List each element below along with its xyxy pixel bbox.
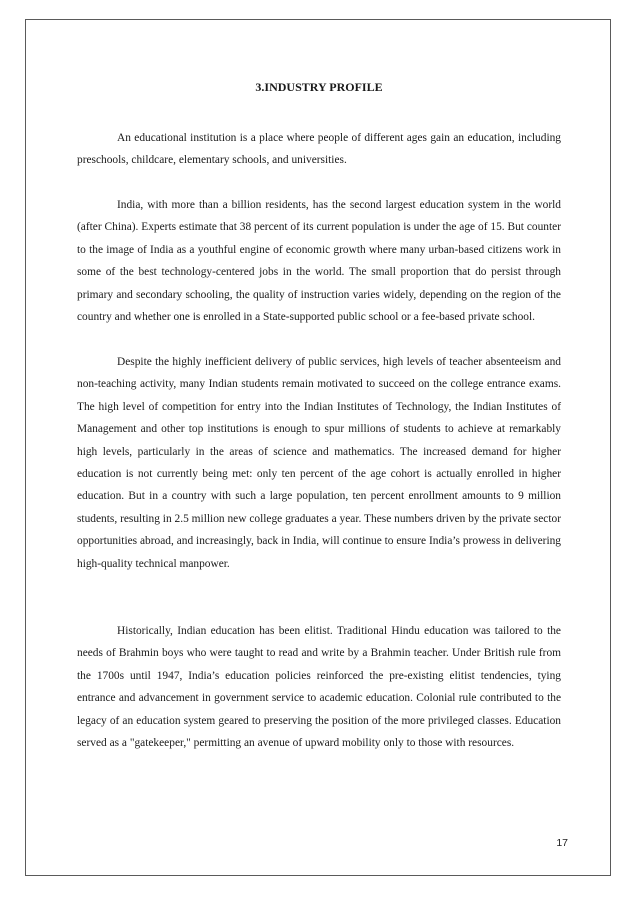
paragraph-3: Despite the highly inefficient delivery of public services, high levels of teacher absenteeism and non-teaching activity, many Indian students remain motivated to succeed on the college entrance exams. The high level of competition for entry into the Indian Institutes of Technology, the Indian Institutes of Management and other top institutions is enough to spur millions of students to achieve at remarkably high levels, particularly in the areas of science and mathematics. The increased demand for higher education is not currently being met: only ten percent of the age cohort is actually enrolled in higher education. But in a country with such a large population, ten percent enrollment amounts to 9 million students, resulting in 2.5 million new college graduates a year. These numbers driven by the private sector opportunities abroad, and increasingly, back in India, will continue to ensure India’s prowess in delivering high-quality technical manpower. (77, 356, 561, 570)
page-number: 17 (556, 837, 568, 849)
paragraph-2: India, with more than a billion residents, has the second largest education system in the world (after China). Experts estimate that 38 percent of its current population is under the age of 15. But counter to the image of India as a youthful engine of economic growth where many urban-based citizens work in some of the best technology-centered jobs in the world. The small proportion that do persist through primary and secondary schooling, the quality of instruction varies widely, depending on the region of the country and whether one is enrolled in a State-supported public school or a fee-based private school. (77, 199, 561, 324)
page-title: 3.INDUSTRY PROFILE (255, 80, 383, 94)
paragraph-4: Historically, Indian education has been elitist. Traditional Hindu education was tailored to the needs of Brahmin boys who were taught to read and write by a Brahmin teacher. Under British rule from the 1700s until 1947, India’s education policies reinforced the pre-existing elitist tendencies, tying entrance and advancement in government service to academic education. Colonial rule contributed to the legacy of an education system geared to preserving the position of the more privileged classes. Education served as a "gatekeeper," permitting an avenue of upward mobility only to those with resources. (77, 625, 561, 750)
paragraph-1: An educational institution is a place where people of different ages gain an education, including preschools, childcare, elementary schools, and universities. (77, 132, 561, 167)
